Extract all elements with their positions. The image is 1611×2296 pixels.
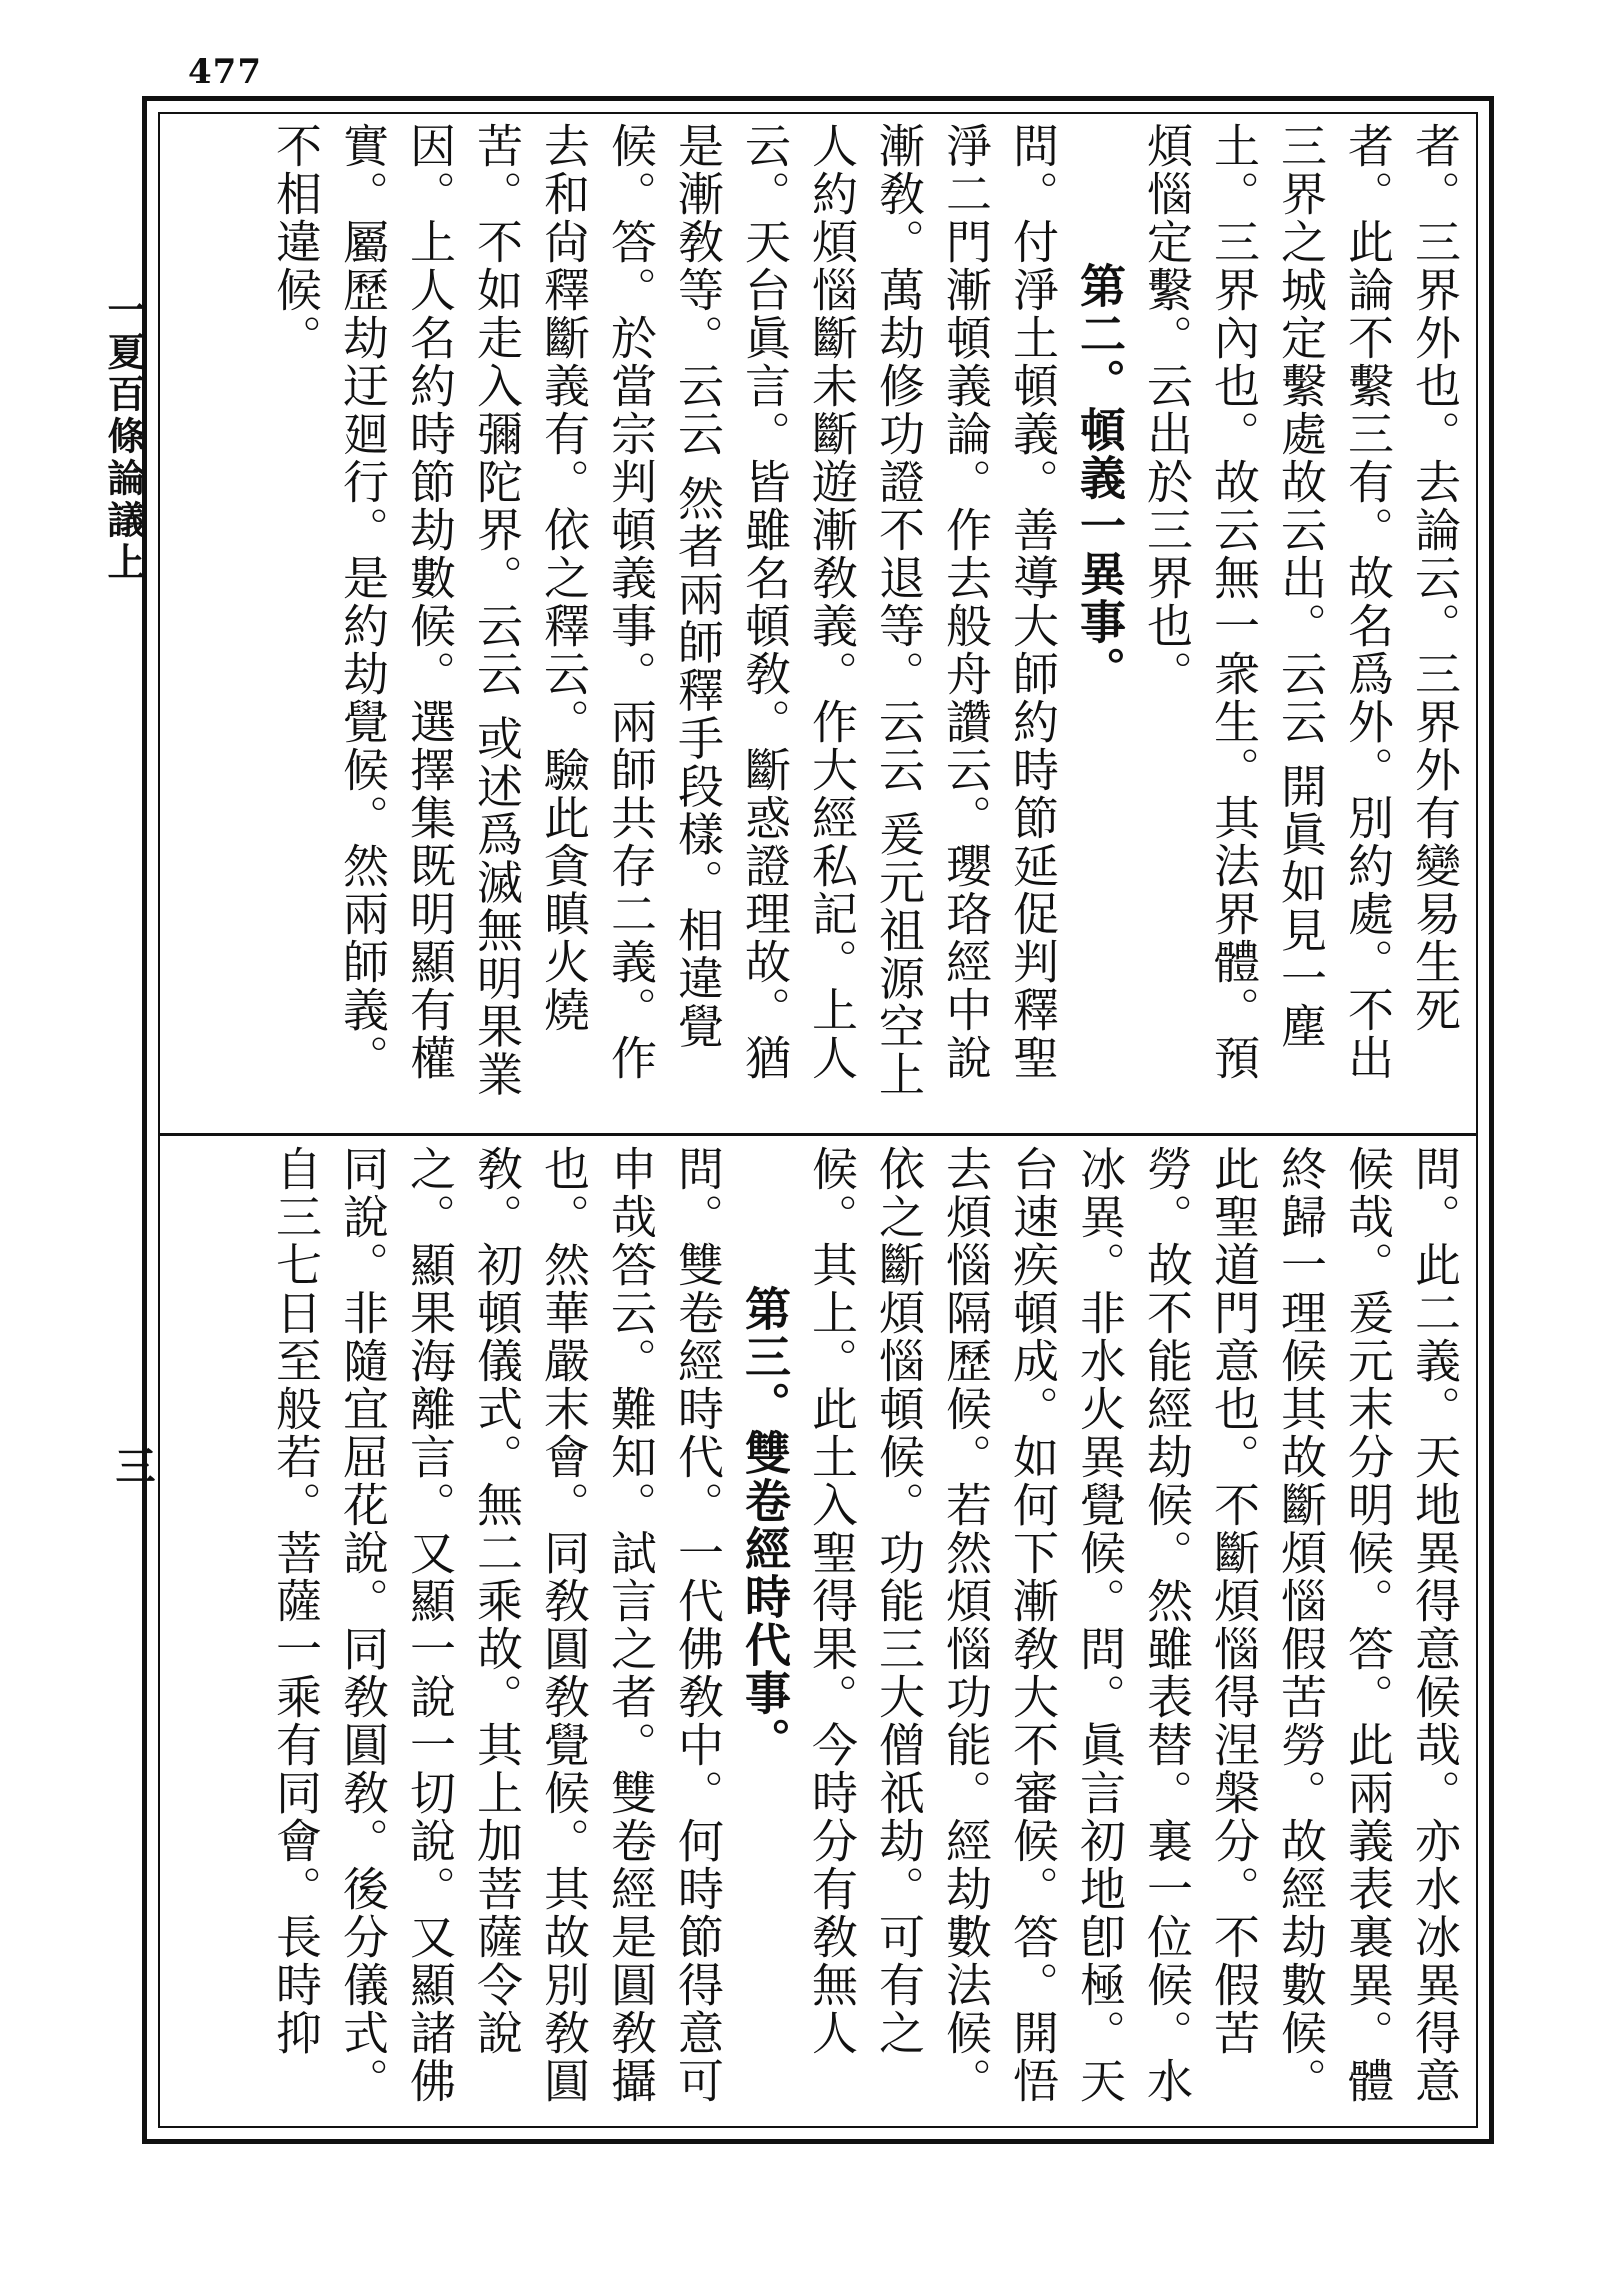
upper-register xyxy=(168,122,1468,1126)
lower-text-block-1: 問。此二義。天地異得意候哉。亦水冰異得意候哉。爰元末分明候。答。此兩義表裏異。體終歸一理候其故斷煩惱假苦勞。故經劫數候。此聖道門意也。不斷煩惱得涅槃分。不假苦勞。故不能經劫候。然雖表替。裏一位候。水冰異。非水火異覺候。問。眞言初地卽極。天台速疾頓成。如何下漸敎大不審候。答。開悟去煩惱隔歷候。若然煩惱功能。經劫數法候。依之斷煩惱頓候。功能三大僧祇劫。可有之候。其上。此土入聖得果。今時分有敎無人 xyxy=(805,1145,1462,2105)
section-heading-2: 第二。頓義一異事。 xyxy=(1073,262,1127,694)
running-title: 一夏百條論議上 xyxy=(101,290,146,584)
folio-number: 三 xyxy=(109,1445,156,1485)
register-divider xyxy=(158,1133,1478,1136)
page-number: 477 xyxy=(188,52,262,92)
section-heading-3: 第三。雙卷經時代事。 xyxy=(738,1285,792,1765)
upper-text-block-1: 者。三界外也。去論云。三界外有變易生死者。此論不繫三有。故名爲外。別約處。不出三界之城定繫處故云出。云云 開眞如見一塵土。三界內也。故云無一衆生。其法界體。預煩惱定繫。云出於三界也。 xyxy=(1140,122,1462,1082)
lower-text-block-2: 問。雙卷經時代。一代佛敎中。何時節得意可申哉答云。難知。試言之者。雙卷經是圓敎攝也。然華嚴末會。同敎圓敎覺候。其故別敎圓敎。初頓儀式。無二乘故。其上加菩薩令說之。顯果海離言。又顯一說一切說。又顯諸佛同說。非隨宜屈花說。同敎圓敎。後分儀式。自三七日至般若。菩薩一乘有同會。長時抑 xyxy=(269,1145,725,2105)
upper-text-block-2: 問。付淨土頓義。善導大師約時節延促判釋聖淨二門漸頓義論。作去般舟讚云。瓔珞經中說漸敎。萬劫修功證不退等。云云 爰元祖源空上人約煩惱斷未斷遊漸敎義。作大經私記。上人云。天台眞言。皆雖名頓敎。斷惑證理故。猶是漸敎等。云云 然者兩師釋手段樣。相違覺候。答。於當宗判頓義事。兩師共存二義。作去和尙釋斷義有。依之釋云。驗此貪瞋火燒苦。不如走入彌陀界。云云 或述爲滅無明果業因。上人名約時節劫數候。選擇集既明顯有權實。屬歷劫迂廻行。是約劫覺候。然兩師義。不相違候。 xyxy=(269,122,1060,1099)
lower-register xyxy=(168,1145,1468,2120)
